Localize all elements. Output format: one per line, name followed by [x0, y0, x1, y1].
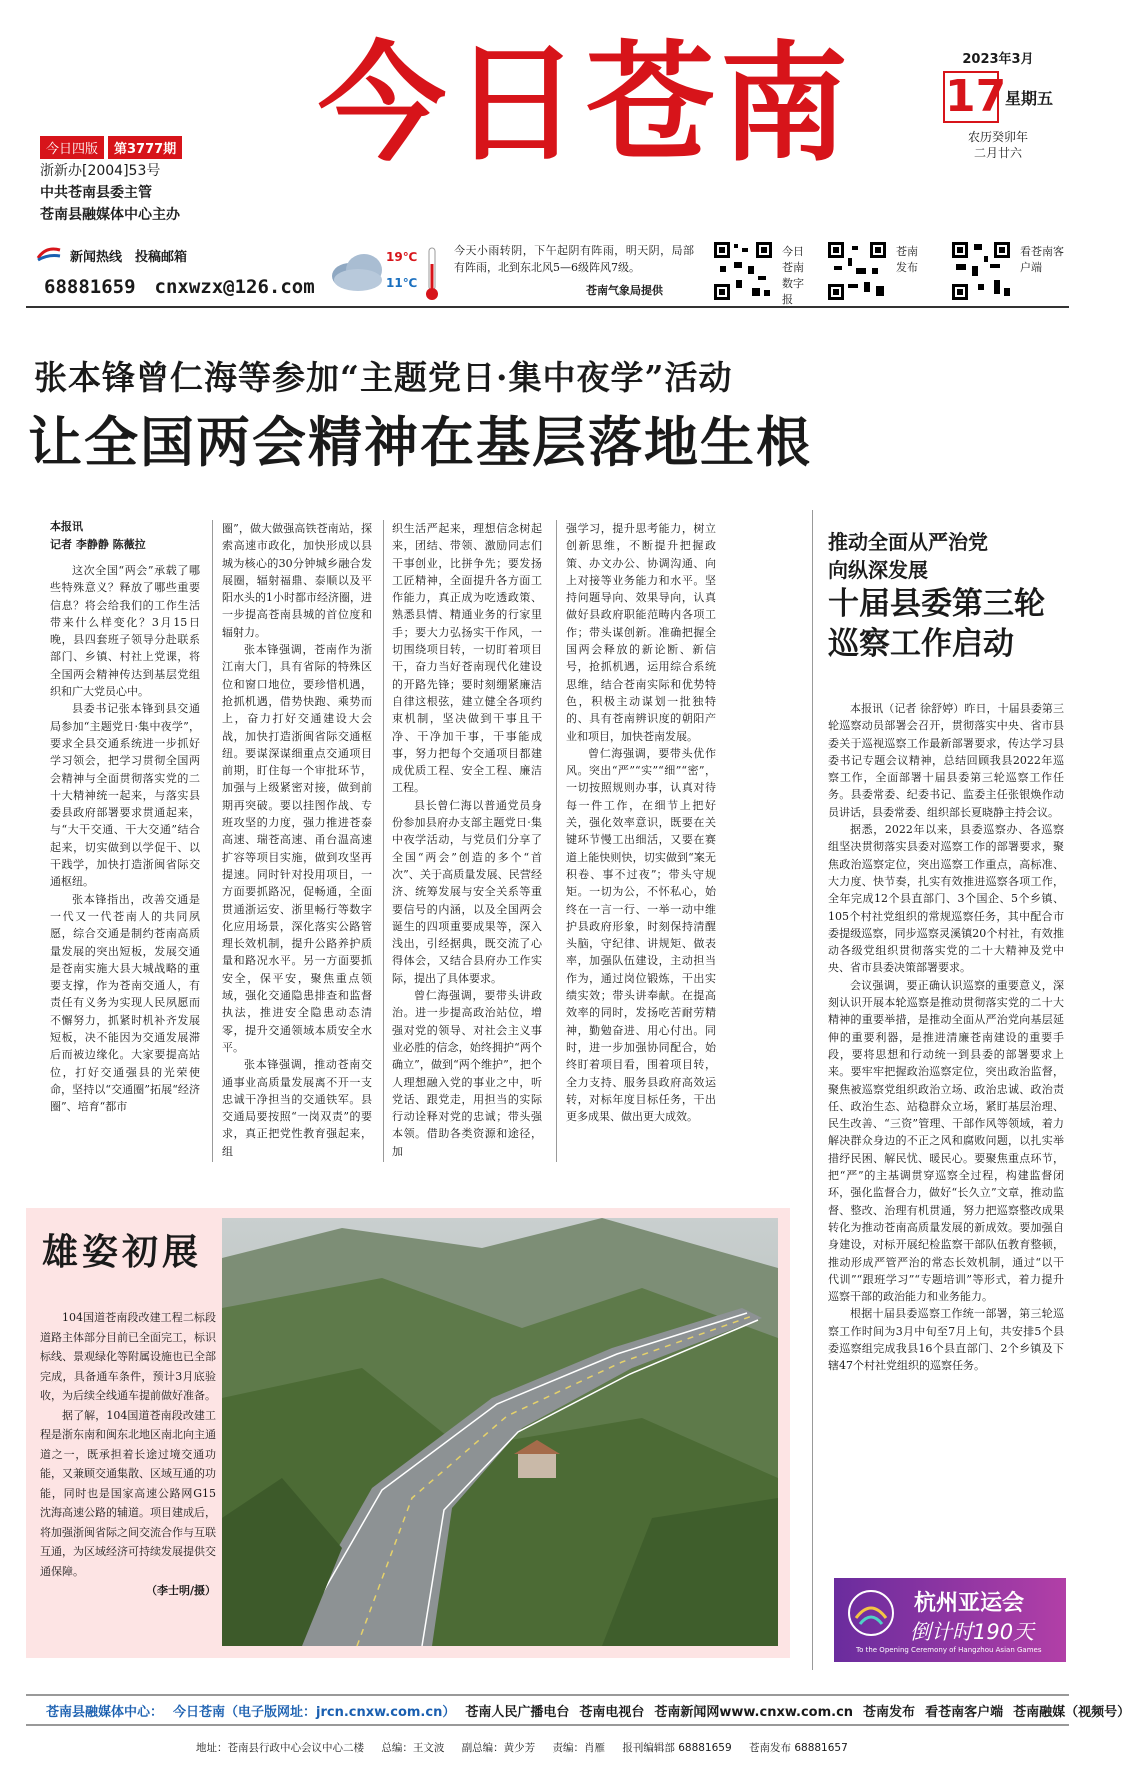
lead-headline: 让全国两会精神在基层落地生根 — [28, 411, 812, 474]
side-kicker-line-2: 向纵深发展 — [828, 558, 928, 582]
hotline-values: 68881659 cnxwzx@126.com — [44, 276, 315, 298]
paragraph: 县委书记张本锋到县交通局参加“主题党日·集中夜学”，要求全县交通系统进一步抓好学习领会，把学习贯彻全国两会精神与全面贯彻落实党的二十大精神统一起来，与落实县委县政府部署要求贯通起来，与“大干交通、干大交通”结合起来，切实做到以学促干、以干践学，加快打造浙闽省际交通枢纽。 — [50, 702, 200, 889]
photo-caption — [40, 1308, 216, 1601]
contact-strip — [26, 238, 1069, 308]
weather-source: 苍南气象局提供 — [586, 284, 663, 297]
column-divider — [556, 520, 557, 1162]
cloud-icon — [328, 248, 388, 294]
media-logo-icon — [36, 244, 62, 264]
paragraph: 圈”，做大做强高铁苍南站，探索高速市政化，加快形成以县城为核心的30分钟城乡融合发展圈，辐射福鼎、泰顺以及平阳水头的1小时都市经济圈，进一步提高苍南县城的首位度和辐射力。 — [222, 522, 372, 639]
footer-editor: 责编：肖雁 — [552, 1742, 606, 1754]
thermometer-icon — [424, 246, 440, 302]
paragraph: 根据十届县委巡察工作统一部署，第三轮巡察工作时间为3月中旬至7月上旬，共安排5个县委巡察组完成我县16个县直部门、2个乡镇及下辖47个村社党组织的巡察任务。 — [828, 1307, 1064, 1373]
paragraph: 会议强调，要正确认识巡察的重要意义，深刻认识开展本轮巡察是推动贯彻落实党的二十大精神的重要举措，是推动全面从严治党向基层延伸的重要利器，是推进清廉苍南建设的重要手段，要将思想和行动统一到县委的部署要求上来。要牢牢把握政治巡察定位，突出政治监督，聚焦被巡察党组织政治立场、政治忠诚、政治责任、政治生态、站稳群众立场，紧盯基层治理、民生改善、“三资”管理、干部作风等领域，着力解决群众身边的不正之风和腐败问题，以扎实举措纾民困、解民忧、暖民心。要聚焦重点环节，把“严”的主基调贯穿巡察全过程，构建监督闭环，强化监督合力，做好“长久立”文章，推动监督、整改、治理有机贯通，努力把巡察整改成果转化为推动苍南高质量发展的新成效。要加强自身建设，对标开展纪检监察干部队伍教育整顿，推动形成严管严治的常态长效机制，通过“以干代训”“跟班学习”“专题培训”等形式，着力提升巡察干部的政治能力和业务能力。 — [828, 978, 1064, 1304]
weekday: 星期五 — [1004, 88, 1053, 108]
lead-column-1 — [50, 562, 200, 1116]
temperature-high: 19℃ — [386, 250, 418, 264]
column-divider — [383, 520, 384, 1162]
footer-link-epaper[interactable]: 今日苍南（电子版网址：jrcn.cnxw.com.cn） — [173, 1704, 456, 1720]
footer-release-phone: 苍南发布 68881657 — [749, 1742, 848, 1754]
paragraph: 曾仁海强调，要带头讲政治。进一步提高政治站位，增强对党的领导、对社会主义事业必胜的信念，始终拥护“两个确立”，做到“两个维护”，把个人理想融入党的事业之中，听党话、跟党走，用担当的实际行动诠释对党的忠诚；带头强本领。借助各类资源和途径，加 — [392, 989, 542, 1158]
column-divider — [212, 520, 213, 1162]
byline-label: 本报讯 — [50, 520, 83, 533]
weather-forecast: 今天小雨转阴，下午起阴有阵雨，明天阴，局部有阵雨，北到东北风5—6级阵风7级。 — [454, 244, 694, 274]
paragraph: 县长曾仁海以普通党员身份参加县府办支部主题党日·集中夜学活动，与党员们分享了全国“两会”创造的多个“首次”、关于高质量发展、民营经济、统筹发展与安全关系等重要信号的内涵，以及全国两会诞生的四项重要成果等，深入浅出，引经据典，既交流了心得体会，又结合县府办工作实际，提出了具体要求。 — [392, 798, 542, 985]
date-day: 17 — [944, 71, 1007, 122]
lead-column-4 — [566, 520, 716, 1125]
photo-title: 雄姿初展 — [42, 1232, 203, 1273]
asian-games-ad[interactable] — [834, 1578, 1066, 1662]
footer-center-label: 苍南县融媒体中心： — [46, 1704, 164, 1720]
footer-link-client[interactable]: 看苍南客户端 — [925, 1704, 1004, 1720]
qr-code-icon[interactable] — [712, 240, 774, 302]
side-story-body — [828, 700, 1064, 1375]
temperature-low: 11℃ — [386, 276, 418, 290]
footer-media-bar — [26, 1694, 1130, 1726]
footer-link-video[interactable]: 苍南融媒（视频号） — [1013, 1704, 1130, 1720]
footer-deputy-editor: 副总编：黄少芳 — [461, 1742, 536, 1754]
side-kicker-line-1: 推动全面从严治党 — [828, 530, 988, 554]
footer-link-tv[interactable]: 苍南电视台 — [579, 1704, 645, 1720]
ad-title: 杭州亚运会 — [914, 1591, 1025, 1616]
newspaper-title: 今日苍南 — [318, 30, 855, 179]
qr-code-icon[interactable] — [950, 240, 1012, 302]
lead-kicker: 张本锋曾仁海等参加“主题党日·集中夜学”活动 — [34, 358, 733, 397]
column-divider — [812, 510, 813, 1670]
issue-number: 第3777期 — [108, 136, 182, 159]
lunar-line-1: 农历癸卯年 — [967, 130, 1028, 144]
footer-news-dept: 报刊编辑部 68881659 — [622, 1742, 732, 1754]
footer-link-news-site[interactable]: 苍南新闻网www.cnxw.com.cn — [654, 1704, 854, 1720]
side-kicker — [828, 528, 988, 584]
qr-label-digital-paper: 今日苍南数字报 — [782, 245, 804, 306]
footer-link-radio[interactable]: 苍南人民广播电台 — [465, 1704, 570, 1720]
sponsor-line-1: 中共苍南县委主管 — [40, 185, 152, 201]
registration-number: 浙新办[2004]53号 — [40, 163, 161, 179]
paragraph: 张本锋强调，苍南作为浙江南大门，具有省际的特殊区位和窗口地位，要珍惜机遇，抢抓机遇，借势快跑、乘势而上，奋力打好交通建设大会战，加快打造浙闽省际交通枢纽。要谋深谋细重点交通项目前期，盯住每一个审批环节，加强与上级紧密对接，做到前期再突破。要以挂图作战、专班攻坚的力度，强力推进苍泰高速、瑞苍高速、甬台温高速扩容等项目实施，做到攻坚再提速。同时针对投用项目，一方面要抓路况，促畅通，全面贯通浙运安、浙里畅行等数字化应用场景，深化落实公路管理长效机制，提升公路养护质量和路况水平。另一方面要抓安全，保平安，聚焦重点领域，强化交通隐患排查和监督执法，推进安全隐患动态清零，提升交通领域本质安全水平。 — [222, 643, 372, 1054]
footer-address: 地址：苍南县行政中心会议中心二楼 — [196, 1742, 364, 1754]
side-headline-line-1: 十届县委第三轮 — [828, 586, 1045, 622]
paragraph: 据悉，2022年以来，县委巡察办、各巡察组坚决贯彻落实县委对巡察工作的部署要求，聚焦政治巡察定位，突出巡察工作重点，高标准、大力度、快节奏，扎实有效推进巡察各项工作，全年完成12个县直部门、3个国企、5个乡镇、105个村社党组织的常规巡察任务，其中配合市委提级巡察，同步巡察灵溪镇20个村社，有效推动各级党组织贯彻落实党的二十大精神及党中央、省市县委决策部署要求。 — [828, 823, 1064, 975]
footer-info — [196, 1740, 862, 1755]
paragraph: 本报讯（记者 徐舒婷）昨日，十届县委第三轮巡察动员部署会召开，贯彻落实中央、省市县委关于巡视巡察工作最新部署要求，传达学习县委书记专题会议精神，总结回顾我县2022年巡察工作，全面部署十届县委第三轮巡察工作任务。县委常委、纪委书记、监委主任张银焕作动员讲话，县委常委、组织部长夏晓静主持会议。 — [828, 702, 1064, 819]
lead-byline — [50, 518, 146, 554]
byline-reporters: 记者 李静静 陈薇拉 — [50, 538, 146, 551]
ad-subtitle: To the Opening Ceremony of Hangzhou Asian Games — [856, 1646, 1042, 1654]
paragraph: 张本锋强调，推动苍南交通事业高质量发展离不开一支忠诚干净担当的交通铁军。县交通局要按照“一岗双责”的要求，真正把党性教育强起来，组 — [222, 1058, 372, 1158]
side-headline — [828, 584, 1045, 664]
highway-photo — [222, 1218, 778, 1646]
lunar-line-2: 二月廿六 — [973, 146, 1022, 160]
publication-info — [40, 160, 180, 226]
asian-games-emblem-icon — [846, 1588, 896, 1638]
date-year-month: 2023年3月 — [962, 52, 1034, 67]
ad-countdown: 倒计时190天 — [910, 1620, 1035, 1644]
edition-label: 今日四版 — [40, 136, 104, 159]
lead-column-2 — [222, 520, 372, 1160]
lead-column-3 — [392, 520, 542, 1160]
masthead — [26, 30, 1069, 250]
paragraph: 曾仁海强调，要带头优作风。突出“严”“实”“细”“密”，一切按照规则办事，认真对待每一件工作，在细节上把好关，强化效率意识，既要在关键环节慢工出细活，又要在赛道上能快则快，切实做到“案无积卷、事不过夜”；带头守规矩。一切为公，不怀私心，始终在一言一行、一举一动中维护县政府形象，时刻保持清醒头脑，守纪律、讲规矩、做表率，加强队伍建设，主动担当作为，通过岗位锻炼，干出实绩实效；带头讲奉献。在提高效率的同时，发扬吃苦耐劳精神，勤勉奋进、用心付出。同时，进一步加强协同配合，始终盯着项目看，围着项目转，全力支持、服务县政府高效运转，对标年度目标任务，干出更多成果、做出更大成效。 — [566, 746, 716, 1124]
photo-feature — [26, 1208, 790, 1658]
paragraph: 织生活严起来，理想信念树起来，团结、带领、激励同志们干事创业，比拼争先；要发扬工匠精神，全面提升各方面工作能力，真正成为吃透政策、熟悉县情、精通业务的行家里手；要大力弘扬实干作风，一切围绕项目转，一切盯着项目干，奋力当好苍南现代化建设的开路先锋；要时刻绷紧廉洁自律这根弦，建立健全各项约束机制，坚决做到干事且干净、干净加干事，干事能成事，努力把每个交通项目都建成优质工程、安全工程、廉洁工程。 — [392, 522, 542, 795]
footer-link-release[interactable]: 苍南发布 — [863, 1704, 916, 1720]
qr-label-release: 苍南发布 — [896, 245, 918, 274]
sponsor-line-2: 苍南县融媒体中心主办 — [40, 207, 180, 223]
edition-tag — [40, 136, 182, 159]
paragraph: 这次全国“两会”承载了哪些特殊意义？释放了哪些重要信息？将会给我们的工作生活带来什么样变化？3月15日晚，县四套班子领导分赴联系部门、乡镇、村社上党课，将全国两会精神传达到基层党组织和广大党员心中。 — [50, 564, 200, 699]
paragraph: 张本锋指出，改善交通是一代又一代苍南人的共同夙愿，综合交通是制约苍南高质量发展的突出短板，发展交通是苍南实施大县大城战略的重要支撑，作为苍南交通人，有责任有义务为实现人民夙愿而不懈努力，抓紧时机补齐发展短板，决不能因为交通发展滞后而被边缘化。大家要提高站位，打好交通强县的光荣使命，坚持以“交通圈”拓展“经济圈”、培育“都市 — [50, 892, 200, 1114]
lunar-date — [927, 129, 1069, 161]
paragraph: 强学习，提升思考能力，树立创新思维，不断提升把握政策、办文办公、协调沟通、向上对接等业务能力和水平。坚持问题导向、效果导向，认真做好县政府职能范畴内各项工作；带头谋创新。准确把握全国两会释放的新论断、新信号，抢抓机遇，运用综合系统思维，结合苍南实际和优势特色，积极主动谋划一批独特的、具有苍南辨识度的朝阳产业和项目，加快苍南发展。 — [566, 522, 716, 743]
qr-label-client: 看苍南客户端 — [1020, 245, 1064, 274]
caption-paragraph: 据了解，104国道苍南段改建工程是浙东南和闽东北地区南北向主通道之一，既承担着长途过境交通功能，又兼顾交通集散、区域互通的功能，同时也是国家高速公路网G15沈海高速公路的辅道。项目建成后，将加强浙闽省际之间交流合作与互联互通，为区域经济可持续发展提供交通保障。 — [40, 1408, 216, 1578]
date-box — [927, 48, 1069, 161]
qr-code-icon[interactable] — [826, 240, 888, 302]
side-headline-line-2: 巡察工作启动 — [828, 626, 1014, 662]
photo-credit: （李士明/摄） — [145, 1584, 216, 1597]
footer-chief-editor: 总编：王文波 — [381, 1742, 445, 1754]
caption-paragraph: 104国道苍南段改建工程二标段道路主体部分目前已全面完工，标识标线、景观绿化等附属设施也已全部完成，具备通车条件，预计3月底验收，为后续全线通车提前做好准备。 — [40, 1311, 216, 1402]
hotline-labels: 新闻热线 投稿邮箱 — [70, 250, 188, 265]
